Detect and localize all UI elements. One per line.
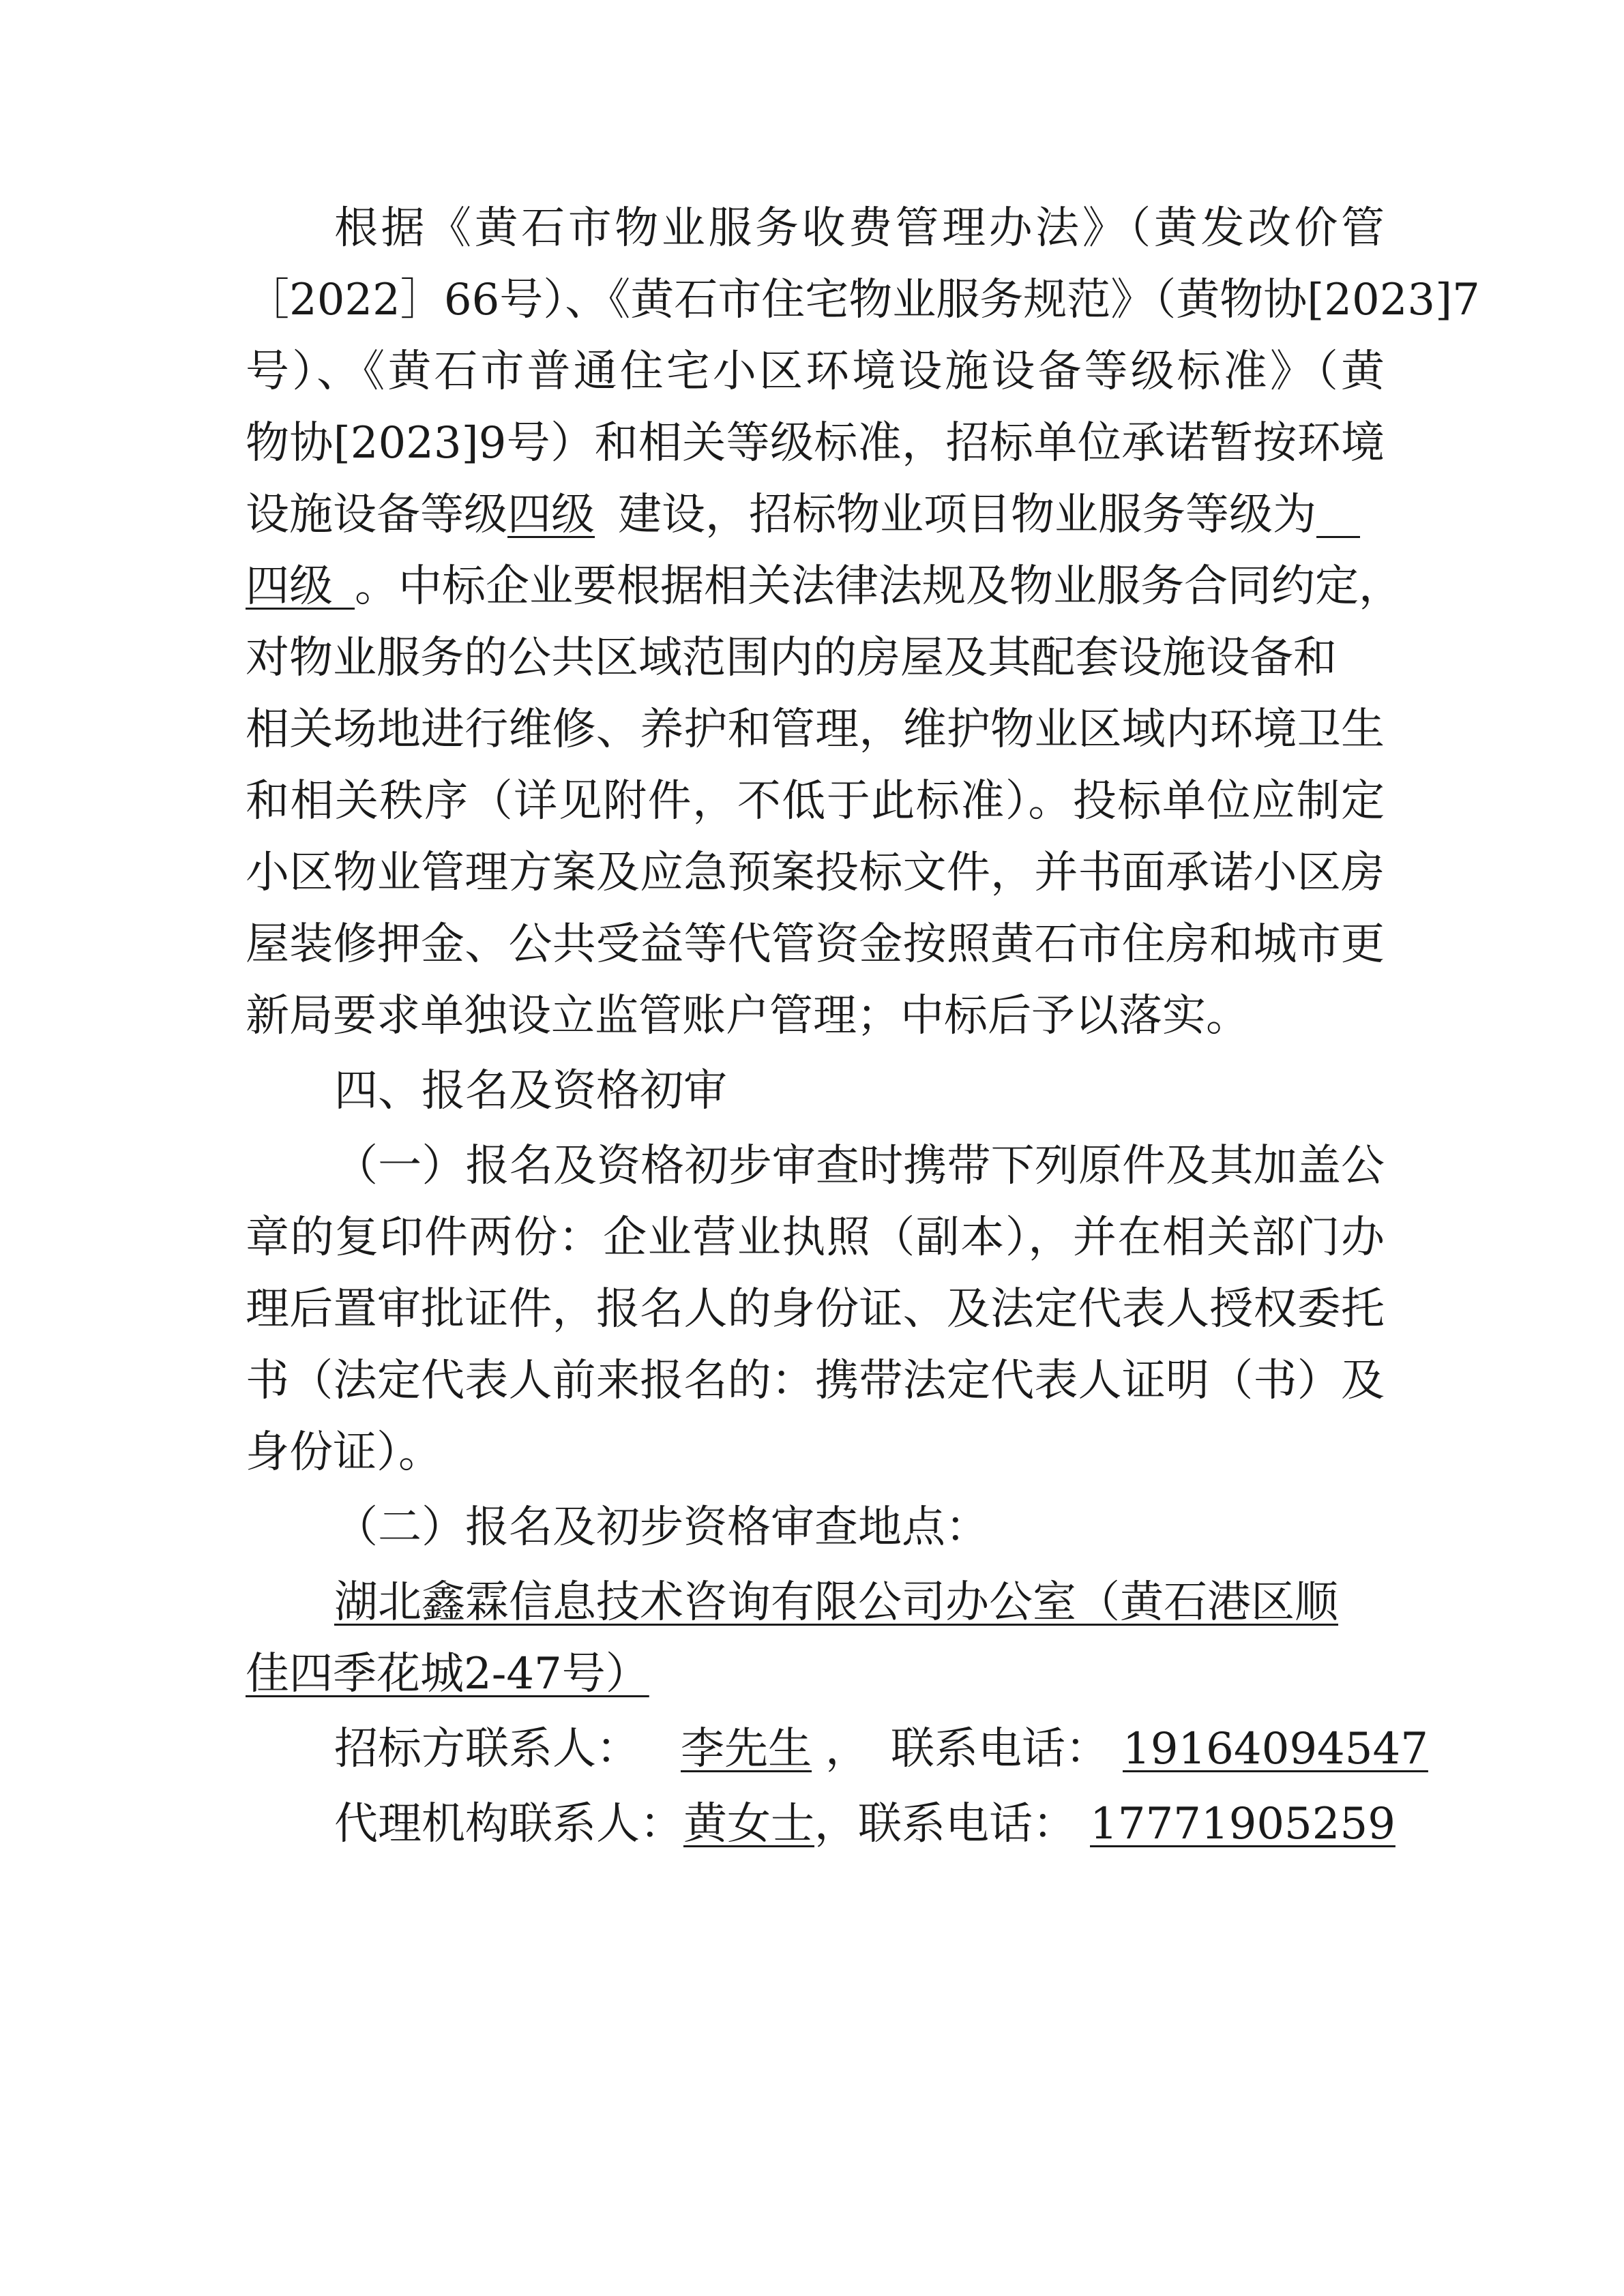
paragraph-line: 身份证）。 xyxy=(246,1427,442,1478)
paragraph-line xyxy=(246,484,1385,546)
address-underline xyxy=(246,1577,1338,1628)
paragraph-line: 章的复印件两份：企业营业执照（副本），并在相关部门办 xyxy=(246,1212,1385,1263)
paragraph-line xyxy=(246,556,1402,617)
agency-phone: 17771905259 xyxy=(1090,1799,1396,1849)
paragraph-line: 小区物业管理方案及应急预案投标文件，并书面承诺小区房 xyxy=(246,848,1385,898)
paragraph-line: 屋装修押金、公共受益等代管资金按照黄石市住房和城市更 xyxy=(246,919,1385,970)
address-line xyxy=(246,1572,1385,1633)
text-segment: 。中标企业要根据相关法律法规及物业服务合同约定， xyxy=(355,561,1402,612)
tenderer-phone: 19164094547 xyxy=(1123,1724,1428,1774)
address-underline xyxy=(246,1649,677,1699)
paragraph-line: （二）报名及初步资格审查地点： xyxy=(334,1502,989,1553)
underline-blank xyxy=(1316,490,1360,540)
agency-contact-line xyxy=(246,1793,1396,1855)
address-text: 佳四季花城2-47号） xyxy=(246,1649,649,1699)
paragraph-line: 相关场地进行维修、养护和管理，维护物业区域内环境卫生 xyxy=(246,704,1385,755)
section-heading: 四、报名及资格初审 xyxy=(334,1066,727,1116)
paragraph-line: 和相关秩序（详见附件，不低于此标准）。投标单位应制定 xyxy=(246,776,1385,826)
address-line xyxy=(246,1643,1385,1705)
tenderer-contact-line xyxy=(246,1718,1428,1780)
address-text: 湖北鑫霖信息技术咨询有限公司办公室（黄石港区顺 xyxy=(334,1577,1338,1628)
paragraph-line: 号）、《黄石市普通住宅小区环境设施设备等级标准》（黄 xyxy=(246,346,1385,397)
agency-label: 代理机构联系人： xyxy=(334,1799,683,1849)
service-grade-blank: 四级 xyxy=(246,561,333,612)
tenderer-label: 招标方联系人： xyxy=(334,1724,640,1774)
text-segment: 建设，招标物业项目物业服务等级为 xyxy=(618,490,1316,540)
paragraph-line: 根据《黄石市物业服务收费管理办法》（黄发改价管 xyxy=(334,203,1385,254)
paragraph-line: 理后置审批证件，报名人的身份证、及法定代表人授权委托 xyxy=(246,1284,1385,1335)
paragraph-line: （一）报名及资格初步审查时携带下列原件及其加盖公 xyxy=(334,1141,1385,1191)
text-segment: 设施设备等级 xyxy=(246,490,507,540)
underline-blank xyxy=(333,561,355,612)
agency-name: 黄女士 xyxy=(683,1799,814,1849)
paragraph-line: 书（法定代表人前来报名的：携带法定代表人证明（书）及 xyxy=(246,1356,1385,1406)
tenderer-phone-label: ， 联系电话： xyxy=(825,1724,1109,1774)
paragraph-line: 对物业服务的公共区域范围内的房屋及其配套设施设备和 xyxy=(246,633,1337,683)
agency-phone-label: ，联系电话： xyxy=(814,1799,1076,1849)
paragraph-line: 新局要求单独设立监管账户管理；中标后予以落实。 xyxy=(246,991,1250,1041)
tenderer-name: 李先生 xyxy=(681,1724,812,1774)
facility-grade-blank: 四级 xyxy=(507,490,595,540)
paragraph-line: ［2022］66号）、《黄石市住宅物业服务规范》（黄物协[2023]7 xyxy=(246,275,1480,325)
paragraph-line: 物协[2023]9号）和相关等级标准，招标单位承诺暂按环境 xyxy=(246,418,1385,468)
